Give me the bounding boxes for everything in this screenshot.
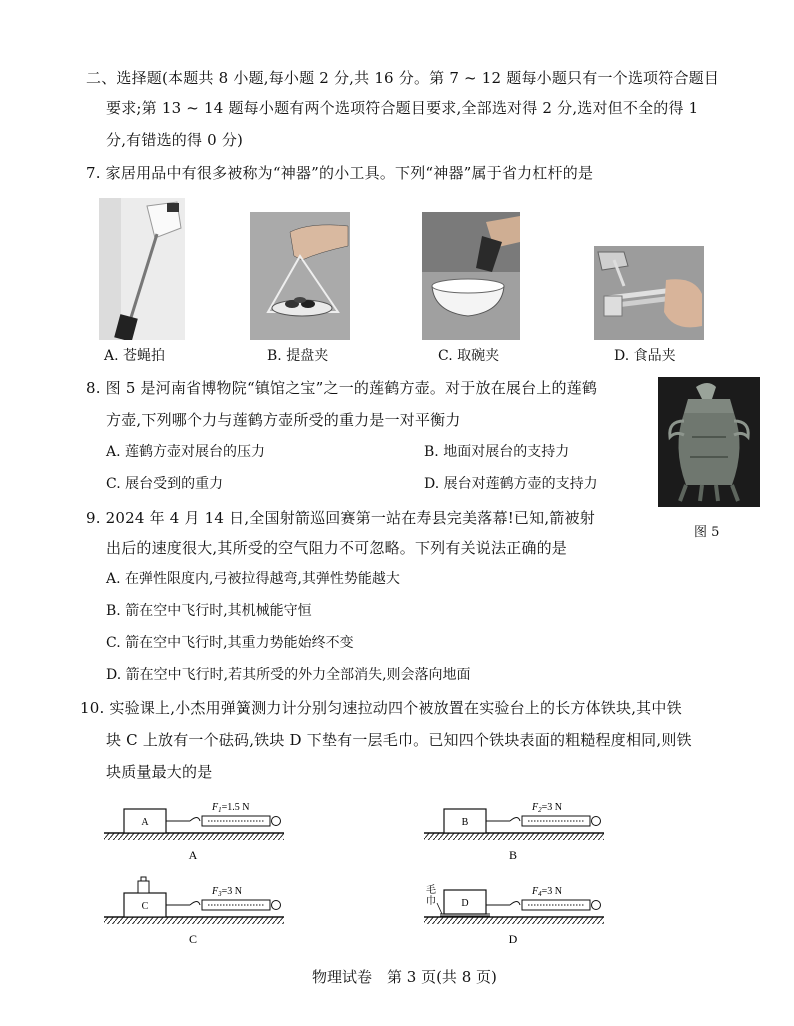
q10-diagram-a — [100, 796, 290, 866]
q8-stem-line1: 8. 图 5 是河南省博物院“镇馆之宝”之一的莲鹤方壶。对于放在展台上的莲鹤 — [86, 379, 598, 397]
q10-stem-line2: 块 C 上放有一个砝码,铁块 D 下垫有一层毛巾。已知四个铁块表面的粗糙程度相同,则铁 — [106, 731, 692, 749]
towel-label: 毛巾 — [426, 885, 436, 907]
block-d-label: D — [461, 898, 469, 909]
diagram-c-caption: C — [188, 932, 198, 946]
q7-option-a: A. 苍蝇拍 — [104, 348, 166, 364]
diagram-a-caption: A — [188, 848, 198, 862]
weight-icon — [138, 877, 149, 893]
q9-option-c: C. 箭在空中飞行时,其重力势能始终不变 — [106, 635, 354, 651]
q8-option-a: A. 莲鹤方壶对展台的压力 — [106, 444, 266, 460]
block-c-label: C — [141, 901, 149, 912]
svg-text:F3=3 N: $F_3=3$ N — [212, 886, 242, 898]
q9-option-a: A. 在弹性限度内,弓被拉得越弯,其弹性势能越大 — [106, 571, 400, 587]
q8-option-d: D. 展台对莲鹤方壶的支持力 — [424, 476, 598, 492]
q10-diagram-d — [420, 873, 610, 947]
q8-option-b: B. 地面对展台的支持力 — [424, 444, 570, 460]
svg-text:F2=3 N: $F_2=3$ N — [532, 802, 562, 814]
svg-text:F1=1.5 N: $F_1=1.5$ N — [212, 802, 250, 814]
q7-image-food-tongs — [594, 246, 704, 340]
section-header-line2: 要求;第 13 ~ 14 题每小题有两个选项符合题目要求,全部选对得 2 分,选对但不全的得 1 — [106, 99, 699, 117]
diagram-b-caption: B — [508, 848, 518, 862]
q7-stem: 7. 家居用品中有很多被称为“神器”的小工具。下列“神器”属于省力杠杆的是 — [86, 164, 594, 182]
q7-option-d: D. 食品夹 — [614, 348, 676, 364]
q7-option-b: B. 提盘夹 — [267, 348, 329, 364]
q8-stem-line2: 方壶,下列哪个力与莲鹤方壶所受的重力是一对平衡力 — [106, 411, 461, 429]
q10-diagram-b — [420, 796, 610, 866]
block-a-label: A — [141, 817, 149, 828]
q9-stem-line2: 出后的速度很大,其所受的空气阻力不可忽略。下列有关说法正确的是 — [106, 539, 567, 557]
page-footer: 物理试卷 第 3 页(共 8 页) — [312, 968, 497, 986]
q9-option-b: B. 箭在空中飞行时,其机械能守恒 — [106, 603, 312, 619]
q9-stem-line1: 9. 2024 年 4 月 14 日,全国射箭巡回赛第一站在寿县完美落幕!已知,箭被射 — [86, 509, 595, 527]
q7-image-bowl-clip — [422, 212, 520, 340]
svg-text:F4=3 N: $F_4=3$ N — [532, 886, 562, 898]
q10-stem-line3: 块质量最大的是 — [106, 763, 213, 781]
q10-diagram-c — [100, 873, 290, 947]
q8-option-c: C. 展台受到的重力 — [106, 476, 224, 492]
section-header-line1: 二、选择题(本题共 8 小题,每小题 2 分,共 16 分。第 7 ~ 12 题每小题只有一个选项符合题目 — [86, 69, 720, 87]
diagram-d-caption: D — [508, 932, 518, 946]
figure-5-lotus-crane-pot — [658, 377, 760, 507]
q10-stem-line1: 10. 实验课上,小杰用弹簧测力计分别匀速拉动四个被放置在实验台上的长方体铁块,其中铁 — [80, 699, 682, 717]
block-b-label: B — [461, 817, 469, 828]
figure-5-caption: 图 5 — [694, 525, 720, 540]
q9-option-d: D. 箭在空中飞行时,若其所受的外力全部消失,则会落向地面 — [106, 667, 471, 683]
q7-option-c: C. 取碗夹 — [438, 348, 500, 364]
q7-image-plate-clip — [250, 212, 350, 340]
q7-image-fly-swatter — [99, 198, 185, 340]
section-header-line3: 分,有错选的得 0 分) — [106, 131, 244, 149]
